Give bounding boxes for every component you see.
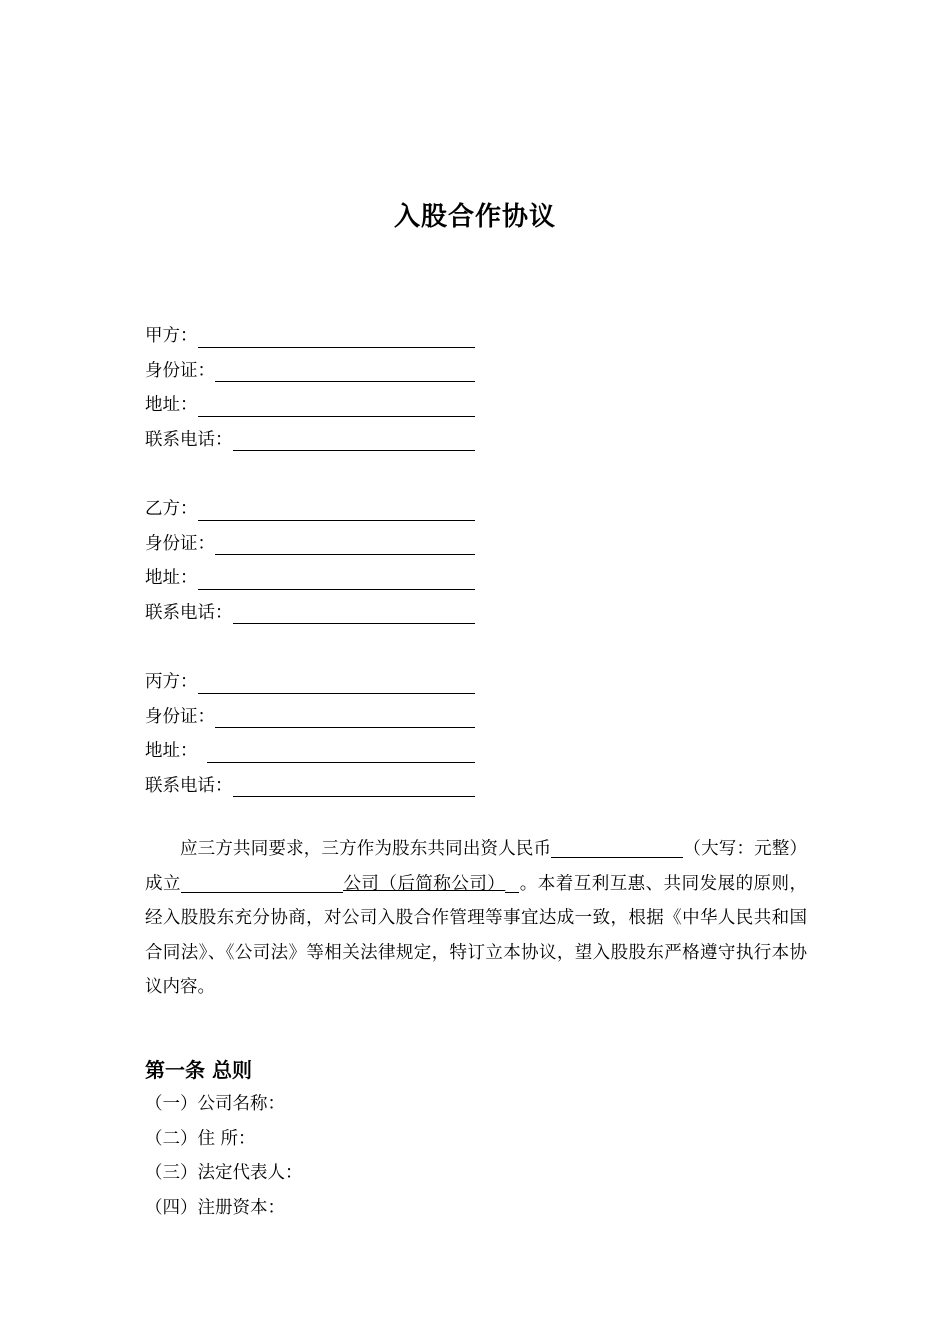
party-c-phone-label: 联系电话： — [145, 775, 233, 796]
party-c-id-field[interactable] — [215, 705, 475, 728]
party-c-id-row — [145, 694, 475, 729]
capital-amount-field[interactable] — [551, 835, 683, 858]
company-suffix: 公司（后简称公司） — [342, 873, 506, 894]
party-a-phone-label: 联系电话： — [145, 429, 233, 450]
party-c-name-field[interactable] — [198, 671, 476, 694]
section-1-title: 第一条 总则 — [145, 1058, 252, 1082]
party-b-phone-field[interactable] — [233, 601, 476, 624]
intro-text-part2: （大写：元整）成立 — [145, 839, 807, 894]
party-b-id-label: 身份证： — [145, 533, 215, 554]
party-c-address-row — [145, 728, 475, 763]
party-a-address-label: 地址： — [145, 395, 198, 415]
party-b-name-field[interactable] — [198, 498, 476, 521]
party-b-phone-row — [145, 590, 475, 625]
intro-text-part3: 。本着互利互惠、共同发展的原则，经入股股东充分协商，对公司入股合作管理等事宜达成一致，根据《中华人民共和国合同法》、《公司法》等相关法律规定，特订立本协议，望入股股东严格遵守执行本协议内容。 — [145, 873, 808, 998]
party-c-id-label: 身份证： — [145, 706, 215, 727]
party-c-name-row — [145, 659, 475, 694]
section-1-items — [145, 1087, 303, 1225]
intro-text-part1: 应三方共同要求，三方作为股东共同出资人民币 — [180, 839, 552, 859]
party-b-block — [145, 486, 475, 624]
company-suffix-blank — [505, 870, 519, 893]
party-a-phone-row — [145, 417, 475, 452]
party-c-address-field[interactable] — [207, 740, 476, 763]
party-b-address-label: 地址： — [145, 568, 198, 588]
party-a-id-row — [145, 348, 475, 383]
party-a-id-field[interactable] — [215, 359, 475, 382]
party-a-name-row — [145, 313, 475, 348]
party-c-address-label: 地址： — [145, 741, 198, 761]
section-1-item-legal-rep: （三）法定代表人： — [145, 1163, 303, 1183]
section-1-item-address: （二）住 所： — [145, 1128, 256, 1149]
party-a-block — [145, 313, 475, 451]
party-b-address-field[interactable] — [198, 567, 476, 590]
party-c-block — [145, 659, 475, 797]
party-a-address-field[interactable] — [198, 394, 476, 417]
party-b-id-field[interactable] — [215, 532, 475, 555]
party-a-address-row — [145, 382, 475, 417]
party-c-phone-field[interactable] — [233, 774, 476, 797]
party-b-id-row — [145, 521, 475, 556]
party-a-label: 甲方： — [145, 326, 198, 346]
party-c-label: 丙方： — [145, 672, 198, 692]
section-1-item-capital: （四）注册资本： — [145, 1197, 285, 1218]
party-a-phone-field[interactable] — [233, 428, 476, 451]
party-b-name-row — [145, 486, 475, 521]
intro-paragraph — [145, 832, 807, 1005]
document-title: 入股合作协议 — [393, 202, 556, 232]
party-b-address-row — [145, 555, 475, 590]
section-1-item-company-name: （一）公司名称： — [145, 1094, 285, 1114]
party-b-label: 乙方： — [145, 499, 198, 519]
party-a-name-field[interactable] — [198, 325, 476, 348]
party-c-phone-row — [145, 763, 475, 798]
party-a-id-label: 身份证： — [145, 360, 215, 381]
party-b-phone-label: 联系电话： — [145, 602, 233, 623]
company-name-field[interactable] — [181, 870, 343, 893]
